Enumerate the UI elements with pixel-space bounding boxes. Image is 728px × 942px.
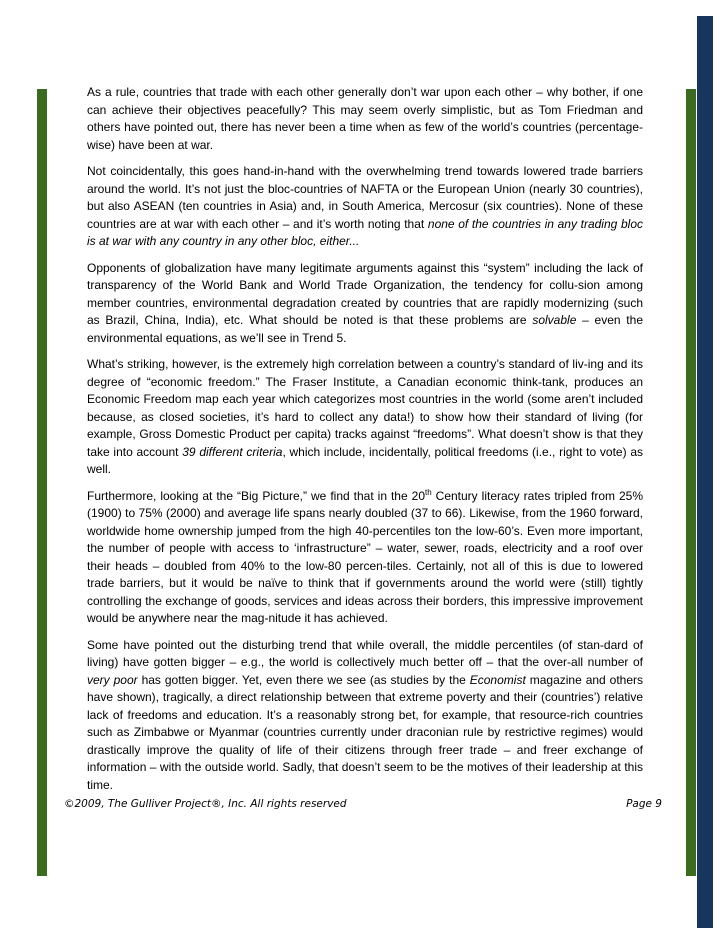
paragraph-4: What’s striking, however, is the extremely high correlation between a country’s standard of liv-ing and its degree of “economic freedom.” The Fraser Institute, a Canadian economic think-tank, produces an Economic Freedom map each year which categorizes most countries in the world (some aren’t included because, as closed societies, it’s hard to collect any data!) to show how their standard of living (for example, Gross Domestic Product per capita) tracks against “freedoms”. What doesn’t show is that they take into account 39 different criteria, which include, incidentally, political freedoms (i.e., right to vote) as well. <box>87 357 644 476</box>
paragraph-3: Opponents of globalization have many legitimate arguments against this “system” including the lack of transparency of the World Bank and World Trade Organization, the tendency for collu-sion among member countries, environmental degradation created by countries that are rapidly modernizing (such as Brazil, China, India), etc. What should be noted is that these problems are solvable – even the environmental equations, as we’ll see in Trend 5. <box>87 260 643 345</box>
paragraph-2: Not coincidentally, this goes hand-in-hand with the overwhelming trend towards lowered trade barriers around the world. It’s not just the bloc-countries of NAFTA or the European Union (nearly 30 countries), but also ASEAN (ten countries in Asia) and, in South America, Mercosur (six countries). None of these countries are at war with each other – and it’s worth noting that none of the countries in any trading bloc is at war with any country in any other bloc, either... <box>87 164 643 248</box>
paragraph-1: As a rule, countries that trade with each other generally don’t war upon each other – why bother, if one can achieve their objectives peacefully? This may seem overly simplistic, but as Tom Friedman and others have pointed out, there has never been a time when as few of the world’s countries (percentage-wise) have been at war. <box>87 85 643 152</box>
body-text <box>87 84 643 803</box>
footer-page-number: Page 9 <box>626 798 662 810</box>
left-green-bar <box>37 89 47 876</box>
paragraph-5: Furthermore, looking at the “Big Picture,” we find that in the 20th Century literacy rates tripled from 25% (1900) to 75% (2000) and average life spans nearly doubled (37 to 66). Likewise, from the 1960 forward, worldwide home ownership jumped from the high 40-percentiles ton the low-60’s. Even more important, the number of people with access to ‘infrastructure” – water, sewer, roads, electricity and a roof over their heads – doubled from 40% to the low-80 percen-tiles. Certainly, not all of this is due to lowered trade barriers, but it would be naïve to think that if governments around the world were (still) tightly controlling the exchange of goods, services and ideas across their borders, this impressive improvement would be anywhere near the mag-nitude it has achieved. <box>87 487 643 625</box>
paragraph-6: Some have pointed out the disturbing trend that while overall, the middle percentiles (of stan-dard of living) have gotten bigger – e.g., the world is collectively much better off – that the over-all number of very poor has gotten bigger. Yet, even there we see (as studies by the Economist magazine and others have shown), tragically, a direct relationship between that extreme poverty and their (countries’) relative lack of freedoms and education. It’s a reasonably strong bet, for example, that resource-rich countries such as Zimbabwe or Myanmar (countries currently under draconian rule by restrictive regimes) would drastically improve the quality of life of their citizens through freer trade – and freer exchange of information – with the outside world. Sadly, that doesn’t seem to be the motives of their leadership at this time. <box>87 637 644 792</box>
right-green-bar <box>686 89 696 876</box>
footer-copyright: ©2009, The Gulliver Project®, Inc. All rights reserved <box>64 798 347 810</box>
right-blue-bar <box>697 16 713 928</box>
